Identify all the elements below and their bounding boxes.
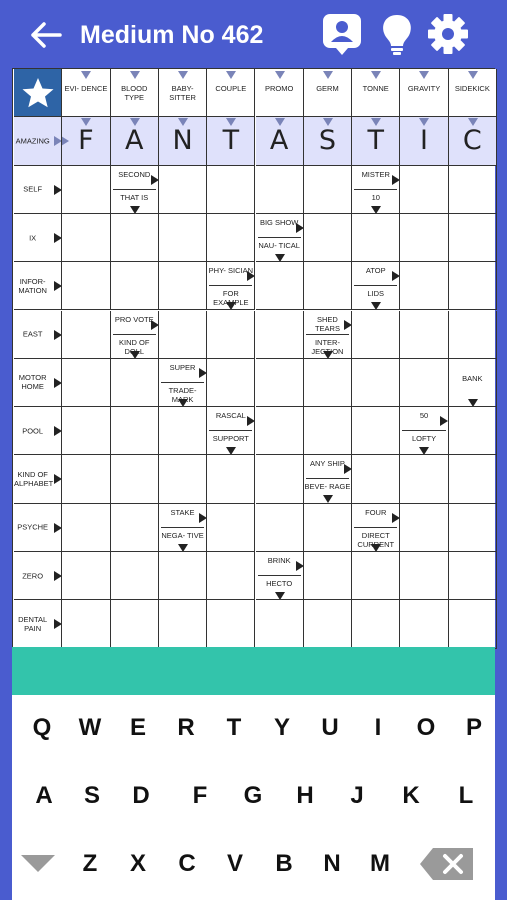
clue-divider	[113, 189, 156, 190]
row-clue-header[interactable]	[14, 262, 62, 310]
clue-across-text: ANY SHIP	[310, 459, 345, 469]
key-a[interactable]: A	[35, 782, 53, 809]
grid-cell[interactable]	[400, 455, 448, 503]
row-clue-header[interactable]	[14, 455, 62, 503]
grid-cell[interactable]	[449, 455, 497, 503]
row-clue-label: POOL	[22, 426, 44, 436]
row-clue-header[interactable]	[14, 552, 62, 600]
clue-divider	[209, 430, 252, 431]
clue-cell[interactable]	[256, 214, 304, 262]
column-clue-header[interactable]	[62, 69, 110, 117]
grid-cell[interactable]	[111, 359, 159, 407]
answer-letter-cell[interactable]	[159, 117, 207, 165]
grid-cell[interactable]	[352, 214, 400, 262]
down-arrow-icon	[226, 302, 236, 310]
right-arrow-icon	[54, 378, 62, 388]
row-clue-label: IX	[29, 233, 37, 243]
grid-cell[interactable]	[62, 311, 110, 359]
down-arrow-icon	[371, 206, 381, 214]
right-arrow-icon	[54, 330, 62, 340]
grid-cell[interactable]	[159, 311, 207, 359]
right-arrow-icon	[54, 571, 62, 581]
clue-cell[interactable]	[400, 407, 448, 455]
key-f[interactable]: F	[192, 782, 208, 809]
grid-cell[interactable]	[207, 552, 255, 600]
grid-cell[interactable]	[207, 214, 255, 262]
grid-cell[interactable]	[256, 166, 304, 214]
key-c[interactable]: C	[178, 850, 196, 877]
grid-cell[interactable]	[159, 214, 207, 262]
row-clue-label: MOTOR HOME	[18, 373, 47, 392]
down-arrow-icon	[371, 544, 381, 552]
column-clue-label: BLOOD TYPE	[121, 84, 148, 102]
grid-cell[interactable]	[207, 311, 255, 359]
grid-cell[interactable]	[62, 166, 110, 214]
hide-keyboard-icon[interactable]	[16, 834, 60, 894]
right-arrow-icon	[392, 175, 400, 185]
clue-divider	[306, 478, 349, 479]
grid-cell[interactable]	[207, 359, 255, 407]
clue-down-text: LIDS	[367, 289, 385, 299]
grid-cell[interactable]	[62, 262, 110, 310]
column-clue-label: GERM	[316, 84, 339, 93]
clue-divider	[258, 575, 301, 576]
grid-cell[interactable]	[400, 359, 448, 407]
row-clue-header[interactable]	[14, 600, 62, 648]
key-r[interactable]: R	[177, 714, 195, 741]
grid-cell[interactable]	[256, 455, 304, 503]
key-n[interactable]: N	[323, 850, 341, 877]
down-arrow-icon	[130, 118, 140, 126]
down-arrow-icon	[468, 118, 478, 126]
right-arrow-icon	[54, 523, 62, 533]
key-x[interactable]: X	[129, 850, 146, 877]
puzzle-title: Medium No 462	[80, 21, 264, 49]
clue-across-text: PHY- SICIAN	[208, 266, 253, 276]
on-screen-keyboard	[12, 695, 495, 900]
key-w[interactable]: W	[78, 714, 102, 741]
grid-cell[interactable]	[256, 311, 304, 359]
down-arrow-icon	[178, 399, 188, 407]
down-arrow-icon	[81, 71, 91, 79]
column-clue-label: TONNE	[362, 84, 389, 93]
clue-cell[interactable]	[352, 166, 400, 214]
profile-badge-icon[interactable]	[320, 12, 364, 56]
right-arrow-icon	[344, 320, 352, 330]
grid-cell[interactable]	[400, 166, 448, 214]
crossword-grid	[12, 68, 495, 647]
grid-cell[interactable]	[256, 359, 304, 407]
clue-cell[interactable]	[207, 407, 255, 455]
key-v[interactable]: V	[226, 850, 243, 877]
grid-cell[interactable]	[62, 214, 110, 262]
clue-across-text: ATOP	[365, 266, 386, 276]
column-clue-header[interactable]	[207, 69, 255, 117]
clue-divider	[161, 527, 204, 528]
column-clue-header[interactable]	[304, 69, 352, 117]
clue-cell[interactable]	[449, 359, 497, 407]
back-arrow-icon[interactable]	[26, 18, 66, 52]
key-z[interactable]: Z	[82, 850, 98, 877]
grid-cell[interactable]	[352, 600, 400, 648]
right-arrow-icon	[62, 136, 69, 146]
down-arrow-icon	[226, 71, 236, 79]
grid-cell[interactable]	[352, 455, 400, 503]
answer-letter: A	[269, 125, 289, 157]
clue-divider	[258, 237, 301, 238]
row-clue-label: KIND OF ALPHABET	[14, 470, 54, 489]
key-d[interactable]: D	[132, 782, 150, 809]
key-l[interactable]: L	[458, 782, 474, 809]
clue-down-text: BEVE- RAGE	[304, 482, 351, 492]
right-arrow-icon	[54, 619, 62, 629]
down-arrow-icon	[323, 118, 333, 126]
clue-down-text: SUPPORT	[212, 434, 249, 444]
grid-cell[interactable]	[111, 407, 159, 455]
answer-letter: T	[222, 125, 240, 157]
grid-cell[interactable]	[352, 311, 400, 359]
column-clue-label: PROMO	[264, 84, 294, 93]
clue-down-text: DIRECT CURRENT	[357, 530, 395, 549]
grid-cell[interactable]	[449, 214, 497, 262]
down-arrow-icon	[275, 71, 285, 79]
grid-cell[interactable]	[400, 214, 448, 262]
grid-cell[interactable]	[400, 600, 448, 648]
grid-cell[interactable]	[62, 407, 110, 455]
row-clue-header[interactable]	[14, 214, 62, 262]
key-b[interactable]: B	[275, 850, 293, 877]
clue-divider	[161, 382, 204, 383]
clue-cell[interactable]	[159, 359, 207, 407]
clue-across-text: BIG SHOW	[259, 217, 299, 227]
grid-cell[interactable]	[111, 552, 159, 600]
grid-cell[interactable]	[111, 214, 159, 262]
clue-divider	[354, 285, 397, 286]
grid-cell[interactable]	[62, 504, 110, 552]
clue-down-text: TRADE- MARK	[168, 385, 197, 404]
down-arrow-icon	[81, 118, 91, 126]
grid-cell[interactable]	[62, 455, 110, 503]
down-arrow-icon	[130, 206, 140, 214]
answer-letter: A	[125, 125, 144, 157]
right-arrow-icon	[54, 136, 62, 146]
column-clue-label: GRAVITY	[407, 84, 441, 93]
row-clue-header[interactable]	[14, 117, 62, 165]
grid-cell[interactable]	[304, 407, 352, 455]
grid-cell[interactable]	[449, 166, 497, 214]
clue-down-text: LOFTY	[411, 434, 437, 444]
clue-down-text: NEGA- TIVE	[161, 530, 204, 540]
clue-across-text: SHED TEARS	[314, 314, 340, 333]
grid-cell[interactable]	[304, 552, 352, 600]
grid-cell[interactable]	[256, 262, 304, 310]
clue-cell[interactable]	[352, 504, 400, 552]
clue-cell[interactable]	[111, 311, 159, 359]
clue-across-text: PRO VOTE	[114, 314, 154, 324]
row-clue-header[interactable]	[14, 407, 62, 455]
clue-down-text: KIND OF DOLL	[119, 337, 150, 356]
key-j[interactable]: J	[350, 782, 364, 809]
key-u[interactable]: U	[321, 714, 339, 741]
clue-across-text: SUPER	[169, 362, 196, 372]
grid-cell[interactable]	[62, 552, 110, 600]
backspace-icon[interactable]	[418, 834, 476, 894]
grid-cell[interactable]	[207, 166, 255, 214]
row-clue-header[interactable]	[14, 504, 62, 552]
star-icon	[14, 69, 62, 117]
key-i[interactable]: I	[374, 714, 382, 741]
down-arrow-icon	[323, 71, 333, 79]
column-clue-label: SIDEKICK	[454, 84, 490, 93]
grid-cell[interactable]	[449, 311, 497, 359]
clue-cell[interactable]	[207, 262, 255, 310]
down-arrow-icon	[371, 118, 381, 126]
clue-across-text: BRINK	[267, 556, 291, 565]
grid-cell[interactable]	[111, 262, 159, 310]
clue-bar	[12, 647, 495, 695]
answer-letter: F	[78, 125, 94, 157]
right-arrow-icon	[54, 185, 62, 195]
down-arrow-icon	[371, 71, 381, 79]
grid-cell[interactable]	[449, 600, 497, 648]
clue-across-text: 50	[419, 411, 429, 421]
down-arrow-icon	[130, 351, 140, 359]
clue-across-text: BANK	[462, 373, 483, 383]
lightbulb-icon[interactable]	[375, 12, 419, 56]
clue-cell[interactable]	[256, 552, 304, 600]
key-e[interactable]: E	[129, 714, 146, 741]
row-clue-label: PSYCHE	[17, 522, 49, 532]
top-bar	[0, 0, 507, 68]
clue-across-text: STAKE	[170, 507, 195, 517]
right-arrow-icon	[296, 223, 304, 233]
clue-cell[interactable]	[304, 311, 352, 359]
down-arrow-icon	[178, 544, 188, 552]
column-clue-label: EVI- DENCE	[64, 84, 108, 93]
grid-cell[interactable]	[159, 552, 207, 600]
grid-cell[interactable]	[256, 600, 304, 648]
grid-cell[interactable]	[159, 407, 207, 455]
star-corner-cell[interactable]	[14, 69, 62, 117]
grid-cell[interactable]	[111, 455, 159, 503]
key-k[interactable]: K	[402, 782, 420, 809]
answer-letter: I	[420, 125, 429, 157]
row-clue-header[interactable]	[14, 166, 62, 214]
key-t[interactable]: T	[226, 714, 242, 741]
column-clue-label: BABY- SITTER	[169, 84, 196, 102]
key-q[interactable]: Q	[32, 714, 52, 741]
grid-cell[interactable]	[400, 552, 448, 600]
down-arrow-icon	[130, 71, 140, 79]
down-arrow-icon	[275, 254, 285, 262]
column-clue-header[interactable]	[111, 69, 159, 117]
clue-across-text: RASCAL	[215, 411, 246, 421]
row-clue-label: INFOR- MATION	[18, 276, 47, 295]
row-clue-header[interactable]	[14, 359, 62, 407]
grid-cell[interactable]	[352, 359, 400, 407]
clue-across-text: MISTER	[361, 169, 390, 179]
down-arrow-icon	[275, 118, 285, 126]
right-arrow-icon	[151, 320, 159, 330]
clue-down-text: NAU- TICAL	[258, 240, 300, 250]
answer-letter-cell[interactable]	[207, 117, 255, 165]
clue-down-text: THAT IS	[120, 192, 149, 202]
clue-cell[interactable]	[111, 166, 159, 214]
clue-down-text: 10	[371, 192, 380, 202]
down-arrow-icon	[178, 118, 188, 126]
grid-cell[interactable]	[256, 504, 304, 552]
gear-icon[interactable]	[426, 12, 470, 56]
grid-cell[interactable]	[62, 600, 110, 648]
right-arrow-icon	[296, 561, 304, 571]
clue-divider	[354, 189, 397, 190]
answer-letter-cell[interactable]	[449, 117, 497, 165]
grid-cell[interactable]	[352, 407, 400, 455]
grid-cell[interactable]	[304, 214, 352, 262]
grid-cell[interactable]	[159, 455, 207, 503]
clue-down-text: FOR EXAMPLE	[213, 289, 249, 308]
grid-cell[interactable]	[449, 262, 497, 310]
clue-cell[interactable]	[304, 455, 352, 503]
answer-letter: T	[367, 125, 384, 157]
column-clue-header[interactable]	[256, 69, 304, 117]
down-arrow-icon	[226, 447, 236, 455]
grid-cell[interactable]	[207, 504, 255, 552]
grid-cell[interactable]	[400, 504, 448, 552]
row-clue-label: SELF	[23, 184, 43, 194]
right-arrow-icon	[54, 474, 62, 484]
answer-letter-cell[interactable]	[111, 117, 159, 165]
down-arrow-icon	[419, 71, 429, 79]
column-clue-header[interactable]	[400, 69, 448, 117]
grid-cell[interactable]	[400, 262, 448, 310]
grid-cell[interactable]	[304, 262, 352, 310]
right-arrow-icon	[199, 368, 207, 378]
grid-cell[interactable]	[304, 359, 352, 407]
down-arrow-icon	[371, 302, 381, 310]
clue-across-text: FOUR	[365, 507, 387, 517]
right-arrow-icon	[54, 281, 62, 291]
right-arrow-icon	[392, 271, 400, 281]
clue-divider	[306, 334, 349, 335]
column-clue-header[interactable]	[449, 69, 497, 117]
column-clue-header[interactable]	[159, 69, 207, 117]
grid-cell[interactable]	[62, 359, 110, 407]
answer-letter-cell[interactable]	[62, 117, 110, 165]
clue-divider	[402, 430, 445, 431]
clue-down-text: INTER- JECTION	[311, 337, 344, 356]
row-clue-header[interactable]	[14, 311, 62, 359]
key-h[interactable]: H	[296, 782, 314, 809]
clue-cell[interactable]	[159, 504, 207, 552]
right-arrow-icon	[151, 175, 159, 185]
clue-down-text: HECTO	[266, 579, 293, 588]
key-o[interactable]: O	[416, 714, 436, 741]
right-arrow-icon	[440, 416, 448, 426]
down-arrow-icon	[468, 71, 478, 79]
clue-across-text: SECOND	[118, 169, 151, 179]
key-y[interactable]: Y	[273, 714, 290, 741]
grid-cell[interactable]	[256, 407, 304, 455]
grid-cell[interactable]	[207, 600, 255, 648]
clue-divider	[354, 527, 397, 528]
grid-cell[interactable]	[449, 504, 497, 552]
down-arrow-icon	[419, 447, 429, 455]
down-arrow-icon	[226, 118, 236, 126]
row-clue-label: AMAZING	[15, 136, 50, 146]
right-arrow-icon	[392, 513, 400, 523]
answer-letter: S	[318, 125, 337, 157]
key-s[interactable]: S	[83, 782, 100, 809]
answer-letter-cell[interactable]	[352, 117, 400, 165]
right-arrow-icon	[247, 416, 255, 426]
down-arrow-icon	[419, 118, 429, 126]
clue-cell[interactable]	[352, 262, 400, 310]
grid-cell[interactable]	[449, 552, 497, 600]
answer-letter-cell[interactable]	[256, 117, 304, 165]
down-arrow-icon	[468, 399, 478, 407]
down-arrow-icon	[323, 351, 333, 359]
row-clue-label: DENTAL PAIN	[18, 614, 48, 633]
answer-letter: N	[172, 125, 193, 157]
row-clue-label: EAST	[22, 329, 43, 339]
grid-cell[interactable]	[304, 166, 352, 214]
grid-cell[interactable]	[449, 407, 497, 455]
answer-letter-cell[interactable]	[304, 117, 352, 165]
grid-cell[interactable]	[159, 166, 207, 214]
grid-cell[interactable]	[304, 600, 352, 648]
key-m[interactable]: M	[370, 850, 390, 877]
grid-cell[interactable]	[352, 552, 400, 600]
grid-cell[interactable]	[111, 504, 159, 552]
key-g[interactable]: G	[243, 782, 263, 809]
grid-cell[interactable]	[111, 600, 159, 648]
down-arrow-icon	[178, 71, 188, 79]
right-arrow-icon	[54, 426, 62, 436]
answer-letter-cell[interactable]	[400, 117, 448, 165]
clue-divider	[113, 334, 156, 335]
column-clue-header[interactable]	[352, 69, 400, 117]
right-arrow-icon	[199, 513, 207, 523]
row-clue-label: ZERO	[22, 571, 44, 581]
right-arrow-icon	[247, 271, 255, 281]
key-p[interactable]: P	[465, 714, 482, 741]
grid-cell[interactable]	[207, 455, 255, 503]
grid-cell[interactable]	[304, 504, 352, 552]
right-arrow-icon	[54, 233, 62, 243]
clue-divider	[209, 285, 252, 286]
down-arrow-icon	[275, 592, 285, 600]
grid-cell[interactable]	[400, 311, 448, 359]
grid-cell[interactable]	[159, 262, 207, 310]
column-clue-label: COUPLE	[215, 84, 247, 93]
answer-letter: C	[462, 125, 482, 157]
down-arrow-icon	[323, 495, 333, 503]
right-arrow-icon	[344, 464, 352, 474]
grid-cell[interactable]	[159, 600, 207, 648]
